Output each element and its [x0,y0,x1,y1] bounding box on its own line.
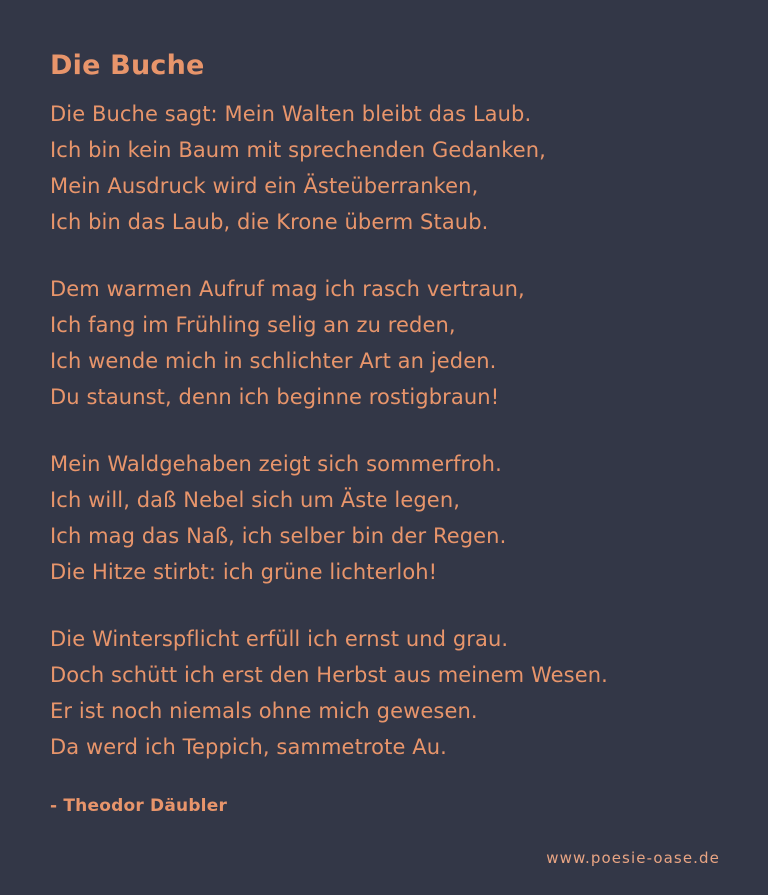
verse-line: Ich bin kein Baum mit sprechenden Gedanken, [50,138,546,163]
verse-line: Ich bin das Laub, die Krone überm Staub. [50,210,489,235]
verse-line: Du staunst, denn ich beginne rostigbraun! [50,385,500,410]
poem-author: - Theodor Däubler [50,796,228,817]
verse-line: Ich wende mich in schlichter Art an jeden. [50,349,497,374]
verse-line: Die Buche sagt: Mein Walten bleibt das Laub. [50,102,532,127]
stanza-2 [50,271,720,415]
page-title: Die Buche [50,50,205,81]
stanza-4 [50,621,720,765]
verse-line: Mein Waldgehaben zeigt sich sommerfroh. [50,452,502,477]
verse-line: Die Hitze stirbt: ich grüne lichterloh! [50,560,438,585]
verse-line: Ich mag das Naß, ich selber bin der Regen. [50,524,507,549]
verse-line: Ich will, daß Nebel sich um Äste legen, [50,488,461,513]
verse-line: Ich fang im Frühling selig an zu reden, [50,313,456,338]
verse-line: Mein Ausdruck wird ein Ästeüberranken, [50,174,479,199]
site-credit: www.poesie-oase.de [546,849,720,867]
verse-line: Doch schütt ich erst den Herbst aus meinem Wesen. [50,663,608,688]
verse-line: Dem warmen Aufruf mag ich rasch vertraun, [50,277,525,302]
verse-line: Da werd ich Teppich, sammetrote Au. [50,735,447,760]
stanza-1 [50,96,720,240]
verse-line: Er ist noch niemals ohne mich gewesen. [50,699,478,724]
verse-line: Die Winterspflicht erfüll ich ernst und grau. [50,627,509,652]
stanza-3 [50,446,720,590]
